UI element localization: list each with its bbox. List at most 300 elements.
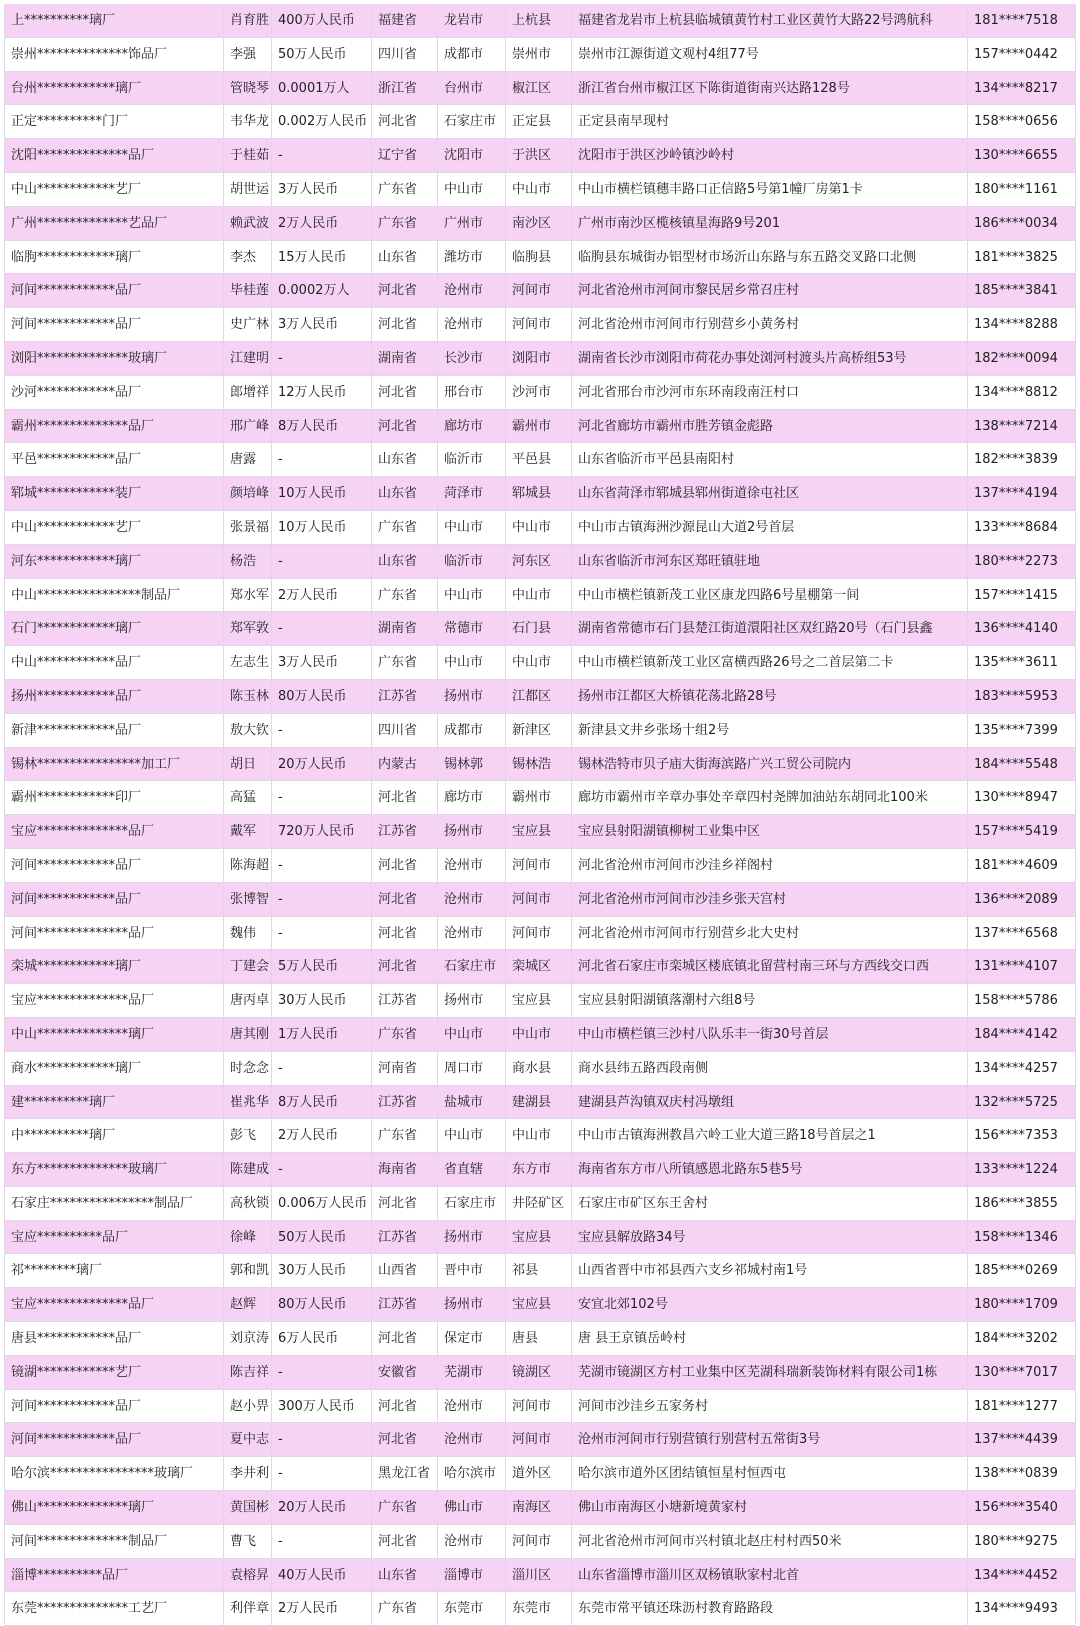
registered-capital-cell: -	[272, 714, 372, 747]
district-cell: 霸州市	[506, 410, 572, 443]
company-name-cell: 正定**********门厂	[4, 105, 224, 138]
legal-person-cell: 李强	[224, 38, 272, 71]
company-name-cell: 石门************璃厂	[4, 612, 224, 645]
registered-capital-cell: 2万人民币	[272, 1592, 372, 1625]
phone-cell: 156****3540	[968, 1491, 1076, 1524]
city-cell: 临沂市	[438, 443, 506, 476]
phone-cell: 180****1709	[968, 1288, 1076, 1321]
district-cell: 临朐县	[506, 241, 572, 274]
registered-capital-cell: 10万人民币	[272, 511, 372, 544]
address-cell: 中山市古镇海洲教昌六岭工业大道三路18号首层之1	[572, 1119, 968, 1152]
phone-cell: 184****5548	[968, 748, 1076, 781]
table-row	[4, 984, 1076, 1018]
company-name-cell: 新津************品厂	[4, 714, 224, 747]
address-cell: 广州市南沙区榄核镇星海路9号201	[572, 207, 968, 240]
table-row	[4, 1559, 1076, 1593]
address-cell: 临朐县东城街办铝型材市场沂山东路与东五路交叉路口北侧	[572, 241, 968, 274]
registered-capital-cell: 3万人民币	[272, 308, 372, 341]
province-cell: 广东省	[372, 207, 438, 240]
registered-capital-cell: 2万人民币	[272, 1119, 372, 1152]
table-row	[4, 1356, 1076, 1390]
company-name-cell: 崇州**************饰品厂	[4, 38, 224, 71]
registered-capital-cell: 3万人民币	[272, 173, 372, 206]
city-cell: 中山市	[438, 1119, 506, 1152]
phone-cell: 138****7214	[968, 410, 1076, 443]
company-name-cell: 河间************品厂	[4, 1390, 224, 1423]
table-row	[4, 4, 1076, 38]
district-cell: 井陉矿区	[506, 1187, 572, 1220]
province-cell: 福建省	[372, 4, 438, 37]
city-cell: 临沂市	[438, 545, 506, 578]
city-cell: 中山市	[438, 173, 506, 206]
address-cell: 哈尔滨市道外区团结镇恒星村恒西屯	[572, 1457, 968, 1490]
district-cell: 宝应县	[506, 1288, 572, 1321]
company-name-cell: 建**********璃厂	[4, 1086, 224, 1119]
province-cell: 河北省	[372, 308, 438, 341]
city-cell: 东莞市	[438, 1592, 506, 1625]
phone-cell: 135****3611	[968, 646, 1076, 679]
province-cell: 四川省	[372, 38, 438, 71]
address-cell: 宝应县射阳湖镇落潮村六组8号	[572, 984, 968, 1017]
district-cell: 崇州市	[506, 38, 572, 71]
company-name-cell: 河东************璃厂	[4, 545, 224, 578]
company-name-cell: 河间************品厂	[4, 1423, 224, 1456]
registered-capital-cell: -	[272, 545, 372, 578]
city-cell: 扬州市	[438, 680, 506, 713]
company-name-cell: 浏阳**************玻璃厂	[4, 342, 224, 375]
legal-person-cell: 韦华龙	[224, 105, 272, 138]
table-row	[4, 1288, 1076, 1322]
company-name-cell: 河间**************制品厂	[4, 1525, 224, 1558]
address-cell: 河北省石家庄市栾城区楼底镇北留营村南三环与方西线交口西	[572, 950, 968, 983]
address-cell: 沧州市河间市行别营镇行别营村五常街3号	[572, 1423, 968, 1456]
district-cell: 河间市	[506, 1423, 572, 1456]
registered-capital-cell: 0.0002万人	[272, 274, 372, 307]
city-cell: 沧州市	[438, 849, 506, 882]
address-cell: 山东省淄博市淄川区双杨镇耿家村北首	[572, 1559, 968, 1592]
legal-person-cell: 左志生	[224, 646, 272, 679]
district-cell: 中山市	[506, 646, 572, 679]
table-row	[4, 1592, 1076, 1626]
legal-person-cell: 崔兆华	[224, 1086, 272, 1119]
phone-cell: 137****6568	[968, 917, 1076, 950]
legal-person-cell: 毕桂莲	[224, 274, 272, 307]
registered-capital-cell: -	[272, 781, 372, 814]
province-cell: 河北省	[372, 1187, 438, 1220]
legal-person-cell: 张博智	[224, 883, 272, 916]
province-cell: 山东省	[372, 1559, 438, 1592]
registered-capital-cell: 40万人民币	[272, 1559, 372, 1592]
city-cell: 芜湖市	[438, 1356, 506, 1389]
phone-cell: 180****1161	[968, 173, 1076, 206]
registered-capital-cell: 0.0001万人	[272, 72, 372, 105]
legal-person-cell: 时念念	[224, 1052, 272, 1085]
registered-capital-cell: 10万人民币	[272, 477, 372, 510]
province-cell: 江苏省	[372, 1221, 438, 1254]
district-cell: 宝应县	[506, 1221, 572, 1254]
province-cell: 河北省	[372, 849, 438, 882]
city-cell: 潍坊市	[438, 241, 506, 274]
address-cell: 福建省龙岩市上杭县临城镇黄竹村工业区黄竹大路22号鸿航科	[572, 4, 968, 37]
phone-cell: 181****7518	[968, 4, 1076, 37]
phone-cell: 180****9275	[968, 1525, 1076, 1558]
province-cell: 湖南省	[372, 612, 438, 645]
table-row	[4, 748, 1076, 782]
city-cell: 省直辖	[438, 1153, 506, 1186]
district-cell: 上杭县	[506, 4, 572, 37]
registered-capital-cell: -	[272, 1457, 372, 1490]
address-cell: 河北省邢台市沙河市东环南段南汪村口	[572, 376, 968, 409]
address-cell: 湖南省长沙市浏阳市荷花办事处浏河村渡头片高桥组53号	[572, 342, 968, 375]
province-cell: 河北省	[372, 1423, 438, 1456]
company-name-cell: 中山************艺厂	[4, 173, 224, 206]
table-row	[4, 950, 1076, 984]
city-cell: 扬州市	[438, 1288, 506, 1321]
city-cell: 扬州市	[438, 1221, 506, 1254]
city-cell: 锡林郭	[438, 748, 506, 781]
table-row	[4, 1423, 1076, 1457]
phone-cell: 134****4257	[968, 1052, 1076, 1085]
province-cell: 山东省	[372, 241, 438, 274]
address-cell: 锡林浩特市贝子庙大街海滨路广兴工贸公司院内	[572, 748, 968, 781]
province-cell: 广东省	[372, 511, 438, 544]
province-cell: 辽宁省	[372, 139, 438, 172]
table-row	[4, 1491, 1076, 1525]
city-cell: 菏泽市	[438, 477, 506, 510]
province-cell: 安徽省	[372, 1356, 438, 1389]
company-name-cell: 中**********璃厂	[4, 1119, 224, 1152]
company-name-cell: 临朐************璃厂	[4, 241, 224, 274]
province-cell: 江苏省	[372, 1086, 438, 1119]
city-cell: 石家庄市	[438, 950, 506, 983]
registered-capital-cell: 8万人民币	[272, 1086, 372, 1119]
registered-capital-cell: 2万人民币	[272, 207, 372, 240]
province-cell: 河北省	[372, 917, 438, 950]
company-name-cell: 宝应**************品厂	[4, 815, 224, 848]
legal-person-cell: 刘京涛	[224, 1322, 272, 1355]
table-row	[4, 207, 1076, 241]
phone-cell: 186****0034	[968, 207, 1076, 240]
company-name-cell: 河间**************品厂	[4, 917, 224, 950]
company-name-cell: 栾城************璃厂	[4, 950, 224, 983]
address-cell: 中山市横栏镇新茂工业区富横西路26号之二首层第二卡	[572, 646, 968, 679]
registered-capital-cell: -	[272, 612, 372, 645]
city-cell: 中山市	[438, 511, 506, 544]
address-cell: 建湖县芦沟镇双庆村冯墩组	[572, 1086, 968, 1119]
table-row	[4, 173, 1076, 207]
registered-capital-cell: 15万人民币	[272, 241, 372, 274]
legal-person-cell: 郭和凯	[224, 1254, 272, 1287]
registered-capital-cell: 3万人民币	[272, 646, 372, 679]
address-cell: 浙江省台州市椒江区下陈街道街南兴达路128号	[572, 72, 968, 105]
legal-person-cell: 肖育胜	[224, 4, 272, 37]
registered-capital-cell: 300万人民币	[272, 1390, 372, 1423]
city-cell: 晋中市	[438, 1254, 506, 1287]
registered-capital-cell: 5万人民币	[272, 950, 372, 983]
phone-cell: 158****5786	[968, 984, 1076, 1017]
address-cell: 新津县文井乡张场十组2号	[572, 714, 968, 747]
district-cell: 宝应县	[506, 815, 572, 848]
legal-person-cell: 夏中志	[224, 1423, 272, 1456]
table-row	[4, 308, 1076, 342]
legal-person-cell: 管晓琴	[224, 72, 272, 105]
company-name-cell: 扬州************品厂	[4, 680, 224, 713]
company-name-cell: 镜湖************艺厂	[4, 1356, 224, 1389]
legal-person-cell: 魏伟	[224, 917, 272, 950]
registered-capital-cell: -	[272, 139, 372, 172]
registered-capital-cell: 20万人民币	[272, 748, 372, 781]
district-cell: 新津区	[506, 714, 572, 747]
registered-capital-cell: -	[272, 1525, 372, 1558]
city-cell: 成都市	[438, 714, 506, 747]
district-cell: 江都区	[506, 680, 572, 713]
legal-person-cell: 袁榕昇	[224, 1559, 272, 1592]
city-cell: 佛山市	[438, 1491, 506, 1524]
legal-person-cell: 郑军敦	[224, 612, 272, 645]
table-row	[4, 612, 1076, 646]
phone-cell: 157****0442	[968, 38, 1076, 71]
phone-cell: 181****3825	[968, 241, 1076, 274]
province-cell: 河北省	[372, 376, 438, 409]
phone-cell: 158****1346	[968, 1221, 1076, 1254]
district-cell: 河间市	[506, 308, 572, 341]
table-row	[4, 443, 1076, 477]
table-row	[4, 1322, 1076, 1356]
table-row	[4, 1221, 1076, 1255]
district-cell: 唐县	[506, 1322, 572, 1355]
city-cell: 石家庄市	[438, 105, 506, 138]
phone-cell: 137****4439	[968, 1423, 1076, 1456]
province-cell: 江苏省	[372, 680, 438, 713]
phone-cell: 181****1277	[968, 1390, 1076, 1423]
table-row	[4, 545, 1076, 579]
address-cell: 河北省沧州市河间市兴村镇北赵庄村村西50米	[572, 1525, 968, 1558]
table-row	[4, 1153, 1076, 1187]
table-row	[4, 680, 1076, 714]
company-name-cell: 石家庄****************制品厂	[4, 1187, 224, 1220]
table-row	[4, 274, 1076, 308]
table-row	[4, 410, 1076, 444]
registered-capital-cell: 8万人民币	[272, 410, 372, 443]
district-cell: 镜湖区	[506, 1356, 572, 1389]
address-cell: 海南省东方市八所镇感恩北路东5巷5号	[572, 1153, 968, 1186]
company-name-cell: 平邑************品厂	[4, 443, 224, 476]
phone-cell: 181****4609	[968, 849, 1076, 882]
province-cell: 江苏省	[372, 815, 438, 848]
city-cell: 保定市	[438, 1322, 506, 1355]
province-cell: 湖南省	[372, 342, 438, 375]
table-row	[4, 646, 1076, 680]
address-cell: 湖南省常德市石门县楚江街道澴阳社区双红路20号（石门县鑫	[572, 612, 968, 645]
data-table	[4, 4, 1076, 1626]
province-cell: 河北省	[372, 105, 438, 138]
city-cell: 中山市	[438, 1018, 506, 1051]
province-cell: 河北省	[372, 883, 438, 916]
address-cell: 东莞市常平镇还珠沥村教育路路段	[572, 1592, 968, 1625]
district-cell: 河东区	[506, 545, 572, 578]
province-cell: 河北省	[372, 950, 438, 983]
registered-capital-cell: 12万人民币	[272, 376, 372, 409]
province-cell: 山东省	[372, 477, 438, 510]
registered-capital-cell: -	[272, 1423, 372, 1456]
table-row	[4, 1086, 1076, 1120]
district-cell: 中山市	[506, 1119, 572, 1152]
address-cell: 山东省菏泽市郓城县郓州街道徐屯社区	[572, 477, 968, 510]
company-name-cell: 宝应**************品厂	[4, 1288, 224, 1321]
city-cell: 沧州市	[438, 308, 506, 341]
address-cell: 河北省沧州市河间市黎民居乡常召庄村	[572, 274, 968, 307]
district-cell: 河间市	[506, 274, 572, 307]
legal-person-cell: 赖武波	[224, 207, 272, 240]
company-name-cell: 沙河************品厂	[4, 376, 224, 409]
address-cell: 河间市沙洼乡五家务村	[572, 1390, 968, 1423]
city-cell: 成都市	[438, 38, 506, 71]
company-name-cell: 淄博**********品厂	[4, 1559, 224, 1592]
registered-capital-cell: 0.006万人民币	[272, 1187, 372, 1220]
province-cell: 浙江省	[372, 72, 438, 105]
phone-cell: 134****8217	[968, 72, 1076, 105]
city-cell: 沧州市	[438, 1525, 506, 1558]
table-row	[4, 849, 1076, 883]
province-cell: 广东省	[372, 646, 438, 679]
address-cell: 佛山市南海区小塘新境黄家村	[572, 1491, 968, 1524]
phone-cell: 182****0094	[968, 342, 1076, 375]
legal-person-cell: 唐露	[224, 443, 272, 476]
district-cell: 建湖县	[506, 1086, 572, 1119]
phone-cell: 131****4107	[968, 950, 1076, 983]
registered-capital-cell: -	[272, 1153, 372, 1186]
city-cell: 中山市	[438, 579, 506, 612]
table-row	[4, 883, 1076, 917]
company-name-cell: 中山************品厂	[4, 646, 224, 679]
city-cell: 廊坊市	[438, 781, 506, 814]
city-cell: 廊坊市	[438, 410, 506, 443]
city-cell: 盐城市	[438, 1086, 506, 1119]
phone-cell: 136****2089	[968, 883, 1076, 916]
phone-cell: 156****7353	[968, 1119, 1076, 1152]
company-name-cell: 中山****************制品厂	[4, 579, 224, 612]
phone-cell: 136****4140	[968, 612, 1076, 645]
address-cell: 中山市古镇海洲沙源昆山大道2号首层	[572, 511, 968, 544]
district-cell: 中山市	[506, 173, 572, 206]
phone-cell: 134****8288	[968, 308, 1076, 341]
phone-cell: 130****8947	[968, 781, 1076, 814]
legal-person-cell: 赵辉	[224, 1288, 272, 1321]
city-cell: 扬州市	[438, 984, 506, 1017]
company-name-cell: 河间************品厂	[4, 308, 224, 341]
province-cell: 河北省	[372, 1390, 438, 1423]
province-cell: 山东省	[372, 545, 438, 578]
province-cell: 广东省	[372, 1119, 438, 1152]
city-cell: 沈阳市	[438, 139, 506, 172]
address-cell: 中山市横栏镇三沙村八队乐丰一街30号首层	[572, 1018, 968, 1051]
address-cell: 中山市横栏镇穗丰路口正信路5号第1幢厂房第1卡	[572, 173, 968, 206]
registered-capital-cell: 30万人民币	[272, 984, 372, 1017]
district-cell: 南海区	[506, 1491, 572, 1524]
legal-person-cell: 陈海超	[224, 849, 272, 882]
district-cell: 南沙区	[506, 207, 572, 240]
district-cell: 祁县	[506, 1254, 572, 1287]
district-cell: 中山市	[506, 511, 572, 544]
district-cell: 道外区	[506, 1457, 572, 1490]
address-cell: 河北省沧州市河间市行别营乡小黄务村	[572, 308, 968, 341]
company-name-cell: 台州************璃厂	[4, 72, 224, 105]
address-cell: 安宜北郊102号	[572, 1288, 968, 1321]
phone-cell: 182****3839	[968, 443, 1076, 476]
table-row	[4, 917, 1076, 951]
legal-person-cell: 郎增祥	[224, 376, 272, 409]
legal-person-cell: 高秋锁	[224, 1187, 272, 1220]
address-cell: 河北省沧州市河间市沙洼乡祥阁村	[572, 849, 968, 882]
phone-cell: 130****6655	[968, 139, 1076, 172]
address-cell: 沈阳市于洪区沙岭镇沙岭村	[572, 139, 968, 172]
city-cell: 沧州市	[438, 1423, 506, 1456]
legal-person-cell: 胡日	[224, 748, 272, 781]
province-cell: 江苏省	[372, 984, 438, 1017]
table-row	[4, 714, 1076, 748]
province-cell: 广东省	[372, 579, 438, 612]
district-cell: 郓城县	[506, 477, 572, 510]
legal-person-cell: 彭飞	[224, 1119, 272, 1152]
province-cell: 河北省	[372, 781, 438, 814]
table-row	[4, 1052, 1076, 1086]
company-name-cell: 商水************璃厂	[4, 1052, 224, 1085]
legal-person-cell: 唐其刚	[224, 1018, 272, 1051]
province-cell: 四川省	[372, 714, 438, 747]
phone-cell: 184****3202	[968, 1322, 1076, 1355]
district-cell: 河间市	[506, 1390, 572, 1423]
province-cell: 河北省	[372, 1322, 438, 1355]
address-cell: 山东省临沂市河东区郑旺镇驻地	[572, 545, 968, 578]
province-cell: 河北省	[372, 274, 438, 307]
company-name-cell: 唐县************品厂	[4, 1322, 224, 1355]
address-cell: 河北省沧州市河间市沙洼乡张天宫村	[572, 883, 968, 916]
company-name-cell: 哈尔滨****************玻璃厂	[4, 1457, 224, 1490]
company-name-cell: 霸州************印厂	[4, 781, 224, 814]
legal-person-cell: 赵小畀	[224, 1390, 272, 1423]
legal-person-cell: 杨浩	[224, 545, 272, 578]
district-cell: 淄川区	[506, 1559, 572, 1592]
company-name-cell: 祁********璃厂	[4, 1254, 224, 1287]
company-name-cell: 中山**************璃厂	[4, 1018, 224, 1051]
registered-capital-cell: 0.002万人民币	[272, 105, 372, 138]
legal-person-cell: 郑水军	[224, 579, 272, 612]
legal-person-cell: 唐丙卓	[224, 984, 272, 1017]
province-cell: 海南省	[372, 1153, 438, 1186]
province-cell: 广东省	[372, 1592, 438, 1625]
address-cell: 廊坊市霸州市辛章办事处辛章四村尧牌加油站东胡同北100米	[572, 781, 968, 814]
district-cell: 椒江区	[506, 72, 572, 105]
legal-person-cell: 李杰	[224, 241, 272, 274]
company-name-cell: 宝应**************品厂	[4, 984, 224, 1017]
address-cell: 山东省临沂市平邑县南阳村	[572, 443, 968, 476]
company-name-cell: 佛山**************璃厂	[4, 1491, 224, 1524]
registered-capital-cell: -	[272, 1356, 372, 1389]
registered-capital-cell: 50万人民币	[272, 1221, 372, 1254]
address-cell: 河北省沧州市河间市行别营乡北大史村	[572, 917, 968, 950]
table-row	[4, 38, 1076, 72]
address-cell: 河北省廊坊市霸州市胜芳镇金彪路	[572, 410, 968, 443]
address-cell: 中山市横栏镇新茂工业区康龙四路6号星棚第一间	[572, 579, 968, 612]
phone-cell: 158****0656	[968, 105, 1076, 138]
phone-cell: 180****2273	[968, 545, 1076, 578]
city-cell: 沧州市	[438, 1390, 506, 1423]
table-row	[4, 1018, 1076, 1052]
phone-cell: 157****5419	[968, 815, 1076, 848]
legal-person-cell: 颜培峰	[224, 477, 272, 510]
registered-capital-cell: 1万人民币	[272, 1018, 372, 1051]
city-cell: 长沙市	[438, 342, 506, 375]
